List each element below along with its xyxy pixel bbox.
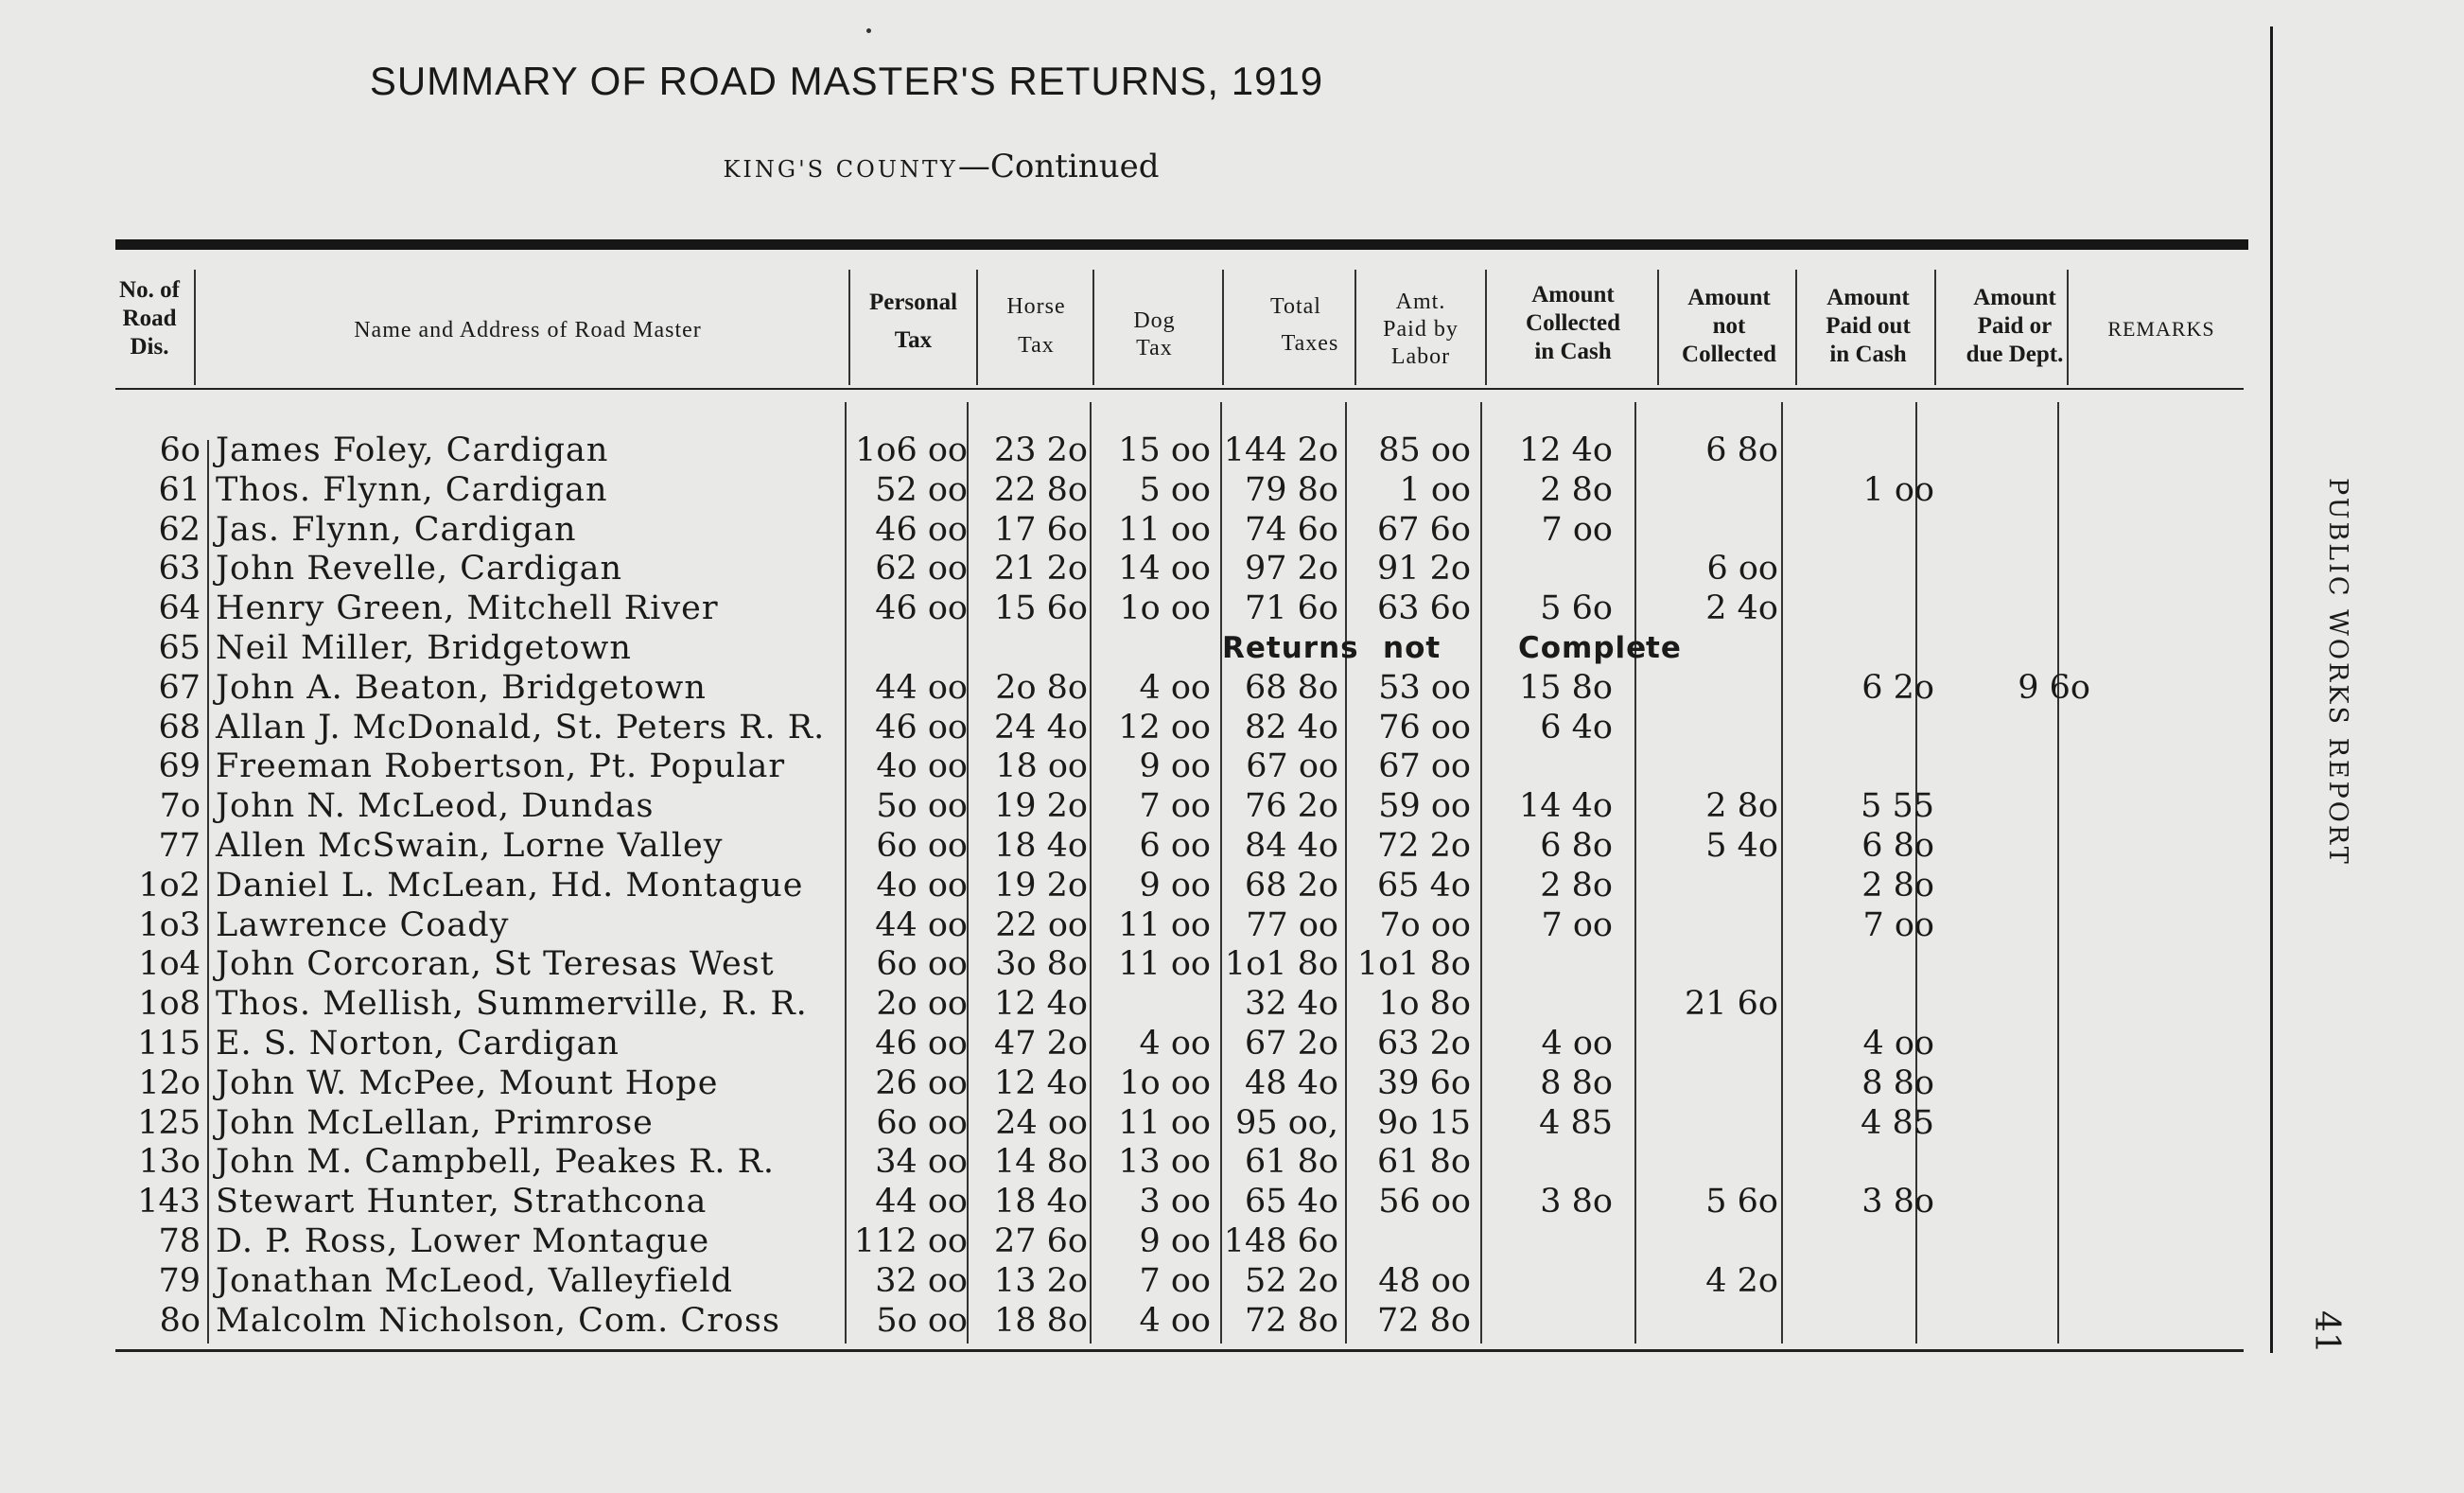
dog-tax-cell: 9 oo xyxy=(1139,1222,1211,1260)
header-paid-out-cash: Amount Paid out in Cash xyxy=(1826,285,1911,367)
header-total-taxes: Total Taxes xyxy=(1270,294,1339,356)
paid-by-labor-cell: 67 6o xyxy=(1376,511,1471,549)
paid-by-labor-cell: 9o 15 xyxy=(1376,1104,1471,1142)
paid-by-labor-cell: 85 oo xyxy=(1378,431,1471,469)
page-subtitle xyxy=(0,148,1882,185)
road-master-cell: Thos. Mellish, Summerville, R. R. xyxy=(216,985,808,1023)
personal-tax-cell: 44 oo xyxy=(875,906,968,944)
personal-tax-cell: 46 oo xyxy=(875,1025,968,1063)
header-not-collected: Amount not Collected xyxy=(1682,285,1776,367)
total-taxes-cell: 148 6o xyxy=(1223,1222,1338,1260)
header-horse-tax: Horse Tax xyxy=(1006,294,1066,358)
collected-cash-cell: 2 8o xyxy=(1540,471,1613,509)
dog-tax-cell: 4 oo xyxy=(1139,1302,1211,1340)
road-district-cell: 69 xyxy=(158,747,201,785)
collected-cash-cell: 15 8o xyxy=(1518,669,1613,707)
horse-tax-cell: 47 2o xyxy=(993,1025,1088,1063)
horse-tax-cell: 15 6o xyxy=(993,589,1088,627)
horse-tax-cell: 14 8o xyxy=(993,1143,1088,1181)
road-master-cell: James Foley, Cardigan xyxy=(216,431,609,469)
collected-cash-cell: 7 oo xyxy=(1541,906,1613,944)
note-complete-part1: Comple xyxy=(1518,631,1648,665)
road-master-cell: John W. McPee, Mount Hope xyxy=(216,1064,719,1102)
total-taxes-cell: 95 oo, xyxy=(1235,1104,1338,1142)
collected-cash-cell: 6 4o xyxy=(1540,709,1613,746)
total-taxes-cell: 48 4o xyxy=(1244,1064,1338,1102)
horse-tax-cell: 3o 8o xyxy=(995,945,1088,983)
collected-cash-cell: 12 4o xyxy=(1518,431,1613,469)
dog-tax-cell: 9 oo xyxy=(1139,747,1211,785)
paid-out-cell: 1 oo xyxy=(1862,471,1934,509)
paid-due-cell: 9 6o xyxy=(2018,669,2090,707)
road-district-cell: 64 xyxy=(158,589,201,627)
table-row xyxy=(0,786,2270,826)
road-district-cell: 1o3 xyxy=(138,906,201,944)
total-taxes-cell: 67 2o xyxy=(1244,1025,1338,1063)
paid-by-labor-cell: 1 oo xyxy=(1399,471,1471,509)
total-taxes-cell: 61 8o xyxy=(1244,1143,1338,1181)
dog-tax-cell: 5 oo xyxy=(1139,471,1211,509)
horse-tax-cell: 22 8o xyxy=(993,471,1088,509)
dog-tax-cell: 9 oo xyxy=(1139,867,1211,905)
collected-cash-cell: 7 oo xyxy=(1541,511,1613,549)
table-row xyxy=(0,470,2270,510)
paid-out-cell: 4 oo xyxy=(1862,1025,1934,1063)
horse-tax-cell: 13 2o xyxy=(993,1262,1088,1300)
total-taxes-cell: 79 8o xyxy=(1244,471,1338,509)
header-name-address: Name and Address of Road Master xyxy=(354,318,702,343)
total-taxes-cell: 84 4o xyxy=(1244,827,1338,865)
road-district-cell: 8o xyxy=(159,1302,201,1340)
total-taxes-cell: 72 8o xyxy=(1244,1302,1338,1340)
personal-tax-cell: 4o oo xyxy=(876,747,968,785)
horse-tax-cell: 18 8o xyxy=(993,1302,1088,1340)
road-district-cell: 125 xyxy=(137,1104,201,1142)
horse-tax-cell: 19 2o xyxy=(993,787,1088,825)
paid-by-labor-cell: 1o 8o xyxy=(1378,985,1471,1023)
personal-tax-cell: 46 oo xyxy=(875,709,968,746)
dog-tax-cell: 11 oo xyxy=(1118,945,1211,983)
road-district-cell: 78 xyxy=(158,1222,201,1260)
continued-label: —Continued xyxy=(957,148,1160,185)
collected-cash-cell: 5 6o xyxy=(1540,589,1613,627)
road-master-cell: Freeman Robertson, Pt. Popular xyxy=(216,747,786,785)
table-row xyxy=(0,1063,2270,1103)
table-row xyxy=(0,430,2270,470)
personal-tax-cell: 34 oo xyxy=(875,1143,968,1181)
total-taxes-cell: 97 2o xyxy=(1244,550,1338,588)
not-collected-cell: 21 6o xyxy=(1684,985,1778,1023)
horse-tax-cell: 23 2o xyxy=(993,431,1088,469)
county-name: KING'S COUNTY xyxy=(723,156,958,183)
horse-tax-cell: 27 6o xyxy=(993,1222,1088,1260)
horse-tax-cell: 12 4o xyxy=(993,1064,1088,1102)
personal-tax-cell: 6o oo xyxy=(876,945,968,983)
header-divider xyxy=(2067,270,2069,385)
table-row xyxy=(0,826,2270,866)
road-district-cell: 67 xyxy=(158,669,201,707)
personal-tax-cell: 46 oo xyxy=(875,511,968,549)
road-master-cell: D. P. Ross, Lower Montague xyxy=(216,1222,710,1260)
personal-tax-cell: 112 oo xyxy=(853,1222,968,1260)
header-remarks: REMARKS xyxy=(2107,317,2215,341)
paid-by-labor-cell: 1o1 8o xyxy=(1356,945,1471,983)
horse-tax-cell: 24 oo xyxy=(995,1104,1088,1142)
collected-cash-cell: 14 4o xyxy=(1518,787,1613,825)
not-collected-cell: 5 4o xyxy=(1705,827,1778,865)
dog-tax-cell: 11 oo xyxy=(1118,906,1211,944)
table-row xyxy=(0,1182,2270,1221)
header-divider xyxy=(194,270,196,385)
road-district-cell: 1o2 xyxy=(138,867,201,905)
header-paid-due-dept: Amount Paid or due Dept. xyxy=(1966,285,2064,367)
total-taxes-cell: 65 4o xyxy=(1244,1183,1338,1221)
dog-tax-cell: 4 oo xyxy=(1139,669,1211,707)
header-collected-cash: Amount Collected in Cash xyxy=(1526,282,1620,364)
table-row xyxy=(0,1221,2270,1261)
table-row xyxy=(0,549,2270,588)
road-master-cell: Allen McSwain, Lorne Valley xyxy=(216,827,724,865)
personal-tax-cell: 52 oo xyxy=(875,471,968,509)
total-taxes-cell: 74 6o xyxy=(1244,511,1338,549)
collected-cash-cell: 3 8o xyxy=(1540,1183,1613,1221)
dog-tax-cell: 13 oo xyxy=(1118,1143,1211,1181)
header-divider xyxy=(1657,270,1659,385)
road-district-cell: 143 xyxy=(137,1183,201,1221)
road-master-cell: E. S. Norton, Cardigan xyxy=(216,1025,620,1063)
total-taxes-cell: 32 4o xyxy=(1244,985,1338,1023)
not-collected-cell: 4 2o xyxy=(1705,1262,1778,1300)
table-row xyxy=(0,866,2270,905)
table-row xyxy=(0,708,2270,747)
not-collected-cell: 2 4o xyxy=(1705,589,1778,627)
personal-tax-cell: 5o oo xyxy=(876,787,968,825)
personal-tax-cell: 2o oo xyxy=(876,985,968,1023)
paid-out-cell: 2 8o xyxy=(1861,867,1934,905)
horse-tax-cell: 21 2o xyxy=(993,550,1088,588)
road-district-cell: 68 xyxy=(158,709,201,746)
road-district-cell: 79 xyxy=(158,1262,201,1300)
personal-tax-cell: 46 oo xyxy=(875,589,968,627)
paid-by-labor-cell: 67 oo xyxy=(1378,747,1471,785)
road-master-cell: Neil Miller, Bridgetown xyxy=(216,629,632,667)
header-divider xyxy=(1092,270,1094,385)
table-row xyxy=(0,1103,2270,1143)
table-row xyxy=(0,1261,2270,1301)
total-taxes-cell: 68 8o xyxy=(1244,669,1338,707)
paid-by-labor-cell: 39 6o xyxy=(1376,1064,1471,1102)
road-master-cell: John M. Campbell, Peakes R. R. xyxy=(216,1143,776,1181)
dog-tax-cell: 1o oo xyxy=(1119,589,1211,627)
road-master-cell: Allan J. McDonald, St. Peters R. R. xyxy=(216,709,826,746)
horse-tax-cell: 17 6o xyxy=(993,511,1088,549)
road-master-cell: Malcolm Nicholson, Com. Cross xyxy=(216,1302,780,1340)
road-district-cell: 63 xyxy=(158,550,201,588)
paid-by-labor-cell: 91 2o xyxy=(1376,550,1471,588)
dog-tax-cell: 7 oo xyxy=(1139,787,1211,825)
paid-by-labor-cell: 53 oo xyxy=(1378,669,1471,707)
personal-tax-cell: 6o oo xyxy=(876,827,968,865)
page-border-line xyxy=(2270,26,2273,1353)
road-district-cell: 77 xyxy=(158,827,201,865)
table-row xyxy=(0,1024,2270,1063)
header-divider xyxy=(976,270,978,385)
road-district-cell: 62 xyxy=(158,511,201,549)
road-master-cell: John Revelle, Cardigan xyxy=(216,550,623,588)
road-district-cell: 7o xyxy=(159,787,201,825)
paid-by-labor-cell: 63 6o xyxy=(1376,589,1471,627)
table-row xyxy=(0,746,2270,786)
header-paid-by-labor: Amt. Paid by Labor xyxy=(1383,290,1459,369)
road-district-cell: 61 xyxy=(158,471,201,509)
total-taxes-cell: 71 6o xyxy=(1244,589,1338,627)
table-row xyxy=(0,1142,2270,1182)
table-row xyxy=(0,510,2270,550)
dog-tax-cell: 11 oo xyxy=(1118,1104,1211,1142)
not-collected-cell: 2 8o xyxy=(1705,787,1778,825)
header-divider xyxy=(1354,270,1356,385)
road-master-cell: John McLellan, Primrose xyxy=(216,1104,654,1142)
table-bottom-rule xyxy=(115,1349,2244,1352)
horse-tax-cell: 18 4o xyxy=(993,827,1088,865)
total-taxes-cell: 1o1 8o xyxy=(1224,945,1338,983)
note-returns: Returns xyxy=(1222,631,1359,665)
collected-cash-cell: 8 8o xyxy=(1540,1064,1613,1102)
road-master-cell: John A. Beaton, Bridgetown xyxy=(216,669,707,707)
dog-tax-cell: 4 oo xyxy=(1139,1025,1211,1063)
page-number: 41 xyxy=(2307,1310,2346,1354)
personal-tax-cell: 44 oo xyxy=(875,669,968,707)
personal-tax-cell: 26 oo xyxy=(875,1064,968,1102)
road-master-cell: John N. McLeod, Dundas xyxy=(216,787,655,825)
horse-tax-cell: 18 oo xyxy=(995,747,1088,785)
paid-out-cell: 6 2o xyxy=(1861,669,1934,707)
note-complete-part2: te xyxy=(1646,631,1682,665)
road-district-cell: 1o4 xyxy=(138,945,201,983)
paid-by-labor-cell: 72 8o xyxy=(1376,1302,1471,1340)
paid-by-labor-cell: 63 2o xyxy=(1376,1025,1471,1063)
personal-tax-cell: 32 oo xyxy=(875,1262,968,1300)
dog-tax-cell: 15 oo xyxy=(1118,431,1211,469)
horse-tax-cell: 2o 8o xyxy=(995,669,1088,707)
header-divider xyxy=(1485,270,1487,385)
total-taxes-cell: 68 2o xyxy=(1244,867,1338,905)
paid-by-labor-cell: 7o oo xyxy=(1379,906,1471,944)
dog-tax-cell: 1o oo xyxy=(1119,1064,1211,1102)
table-row xyxy=(0,1301,2270,1341)
total-taxes-cell: 67 oo xyxy=(1246,747,1338,785)
paid-by-labor-cell: 72 2o xyxy=(1376,827,1471,865)
dog-tax-cell: 3 oo xyxy=(1139,1183,1211,1221)
header-divider xyxy=(1795,270,1797,385)
personal-tax-cell: 1o6 oo xyxy=(855,431,968,469)
collected-cash-cell: 4 oo xyxy=(1541,1025,1613,1063)
header-personal-tax: Personal Tax xyxy=(868,290,958,353)
paid-by-labor-cell: 56 oo xyxy=(1378,1183,1471,1221)
road-master-cell: Daniel L. McLean, Hd. Montague xyxy=(216,867,804,905)
horse-tax-cell: 22 oo xyxy=(995,906,1088,944)
collected-cash-cell: 4 85 xyxy=(1539,1104,1613,1142)
dog-tax-cell: 12 oo xyxy=(1118,709,1211,746)
road-district-cell: 12o xyxy=(138,1064,201,1102)
table-row xyxy=(0,984,2270,1024)
personal-tax-cell: 6o oo xyxy=(876,1104,968,1142)
header-divider xyxy=(1934,270,1936,385)
table-row xyxy=(0,905,2270,945)
not-collected-cell: 6 8o xyxy=(1705,431,1778,469)
not-collected-cell: 6 oo xyxy=(1706,550,1778,588)
personal-tax-cell: 4o oo xyxy=(876,867,968,905)
personal-tax-cell: 44 oo xyxy=(875,1183,968,1221)
paid-by-labor-cell: 65 4o xyxy=(1376,867,1471,905)
running-head: PUBLIC WORKS REPORT xyxy=(2323,478,2352,867)
road-master-cell: Henry Green, Mitchell River xyxy=(216,589,719,627)
paid-by-labor-cell: 59 oo xyxy=(1378,787,1471,825)
page-title: SUMMARY OF ROAD MASTER'S RETURNS, 1919 xyxy=(369,59,1324,103)
header-dog-tax: Dog Tax xyxy=(1133,308,1176,360)
table-top-rule xyxy=(115,239,2248,250)
road-district-cell: 1o8 xyxy=(138,985,201,1023)
road-master-cell: Thos. Flynn, Cardigan xyxy=(216,471,608,509)
horse-tax-cell: 12 4o xyxy=(993,985,1088,1023)
collected-cash-cell: 6 8o xyxy=(1540,827,1613,865)
road-district-cell: 65 xyxy=(158,629,201,667)
table-row xyxy=(0,668,2270,708)
road-district-cell: 115 xyxy=(137,1025,201,1063)
road-master-cell: John Corcoran, St Teresas West xyxy=(216,945,775,983)
header-divider xyxy=(1222,270,1224,385)
dog-tax-cell: 14 oo xyxy=(1118,550,1211,588)
dog-tax-cell: 11 oo xyxy=(1118,511,1211,549)
table-row xyxy=(0,628,2270,668)
personal-tax-cell: 5o oo xyxy=(876,1302,968,1340)
total-taxes-cell: 144 2o xyxy=(1223,431,1338,469)
paid-out-cell: 3 8o xyxy=(1861,1183,1934,1221)
road-master-cell: Stewart Hunter, Strathcona xyxy=(216,1183,708,1221)
paid-out-cell: 8 8o xyxy=(1861,1064,1934,1102)
paid-by-labor-cell: 48 oo xyxy=(1378,1262,1471,1300)
road-master-cell: Lawrence Coady xyxy=(216,906,510,944)
horse-tax-cell: 24 4o xyxy=(993,709,1088,746)
collected-cash-cell: 2 8o xyxy=(1540,867,1613,905)
total-taxes-cell: 76 2o xyxy=(1244,787,1338,825)
header-bottom-rule xyxy=(115,388,2244,390)
paid-out-cell: 4 85 xyxy=(1861,1104,1934,1142)
personal-tax-cell: 62 oo xyxy=(875,550,968,588)
total-taxes-cell: 52 2o xyxy=(1244,1262,1338,1300)
header-divider xyxy=(848,270,850,385)
horse-tax-cell: 18 4o xyxy=(993,1183,1088,1221)
not-collected-cell: 5 6o xyxy=(1705,1183,1778,1221)
paid-by-labor-cell: 76 oo xyxy=(1378,709,1471,746)
ink-speck xyxy=(866,28,871,33)
horse-tax-cell: 19 2o xyxy=(993,867,1088,905)
paid-out-cell: 6 8o xyxy=(1861,827,1934,865)
table-row xyxy=(0,944,2270,984)
total-taxes-cell: 77 oo xyxy=(1246,906,1338,944)
header-road-district: No. of Road Dis. xyxy=(119,277,180,360)
note-not: not xyxy=(1383,631,1442,665)
paid-out-cell: 5 55 xyxy=(1861,787,1934,825)
road-district-cell: 6o xyxy=(159,431,201,469)
road-master-cell: Jas. Flynn, Cardigan xyxy=(216,511,577,549)
total-taxes-cell: 82 4o xyxy=(1244,709,1338,746)
paid-by-labor-cell: 61 8o xyxy=(1376,1143,1471,1181)
table-row xyxy=(0,588,2270,628)
dog-tax-cell: 6 oo xyxy=(1139,827,1211,865)
dog-tax-cell: 7 oo xyxy=(1139,1262,1211,1300)
road-master-cell: Jonathan McLeod, Valleyfield xyxy=(216,1262,734,1300)
road-district-cell: 13o xyxy=(138,1143,201,1181)
paid-out-cell: 7 oo xyxy=(1862,906,1934,944)
